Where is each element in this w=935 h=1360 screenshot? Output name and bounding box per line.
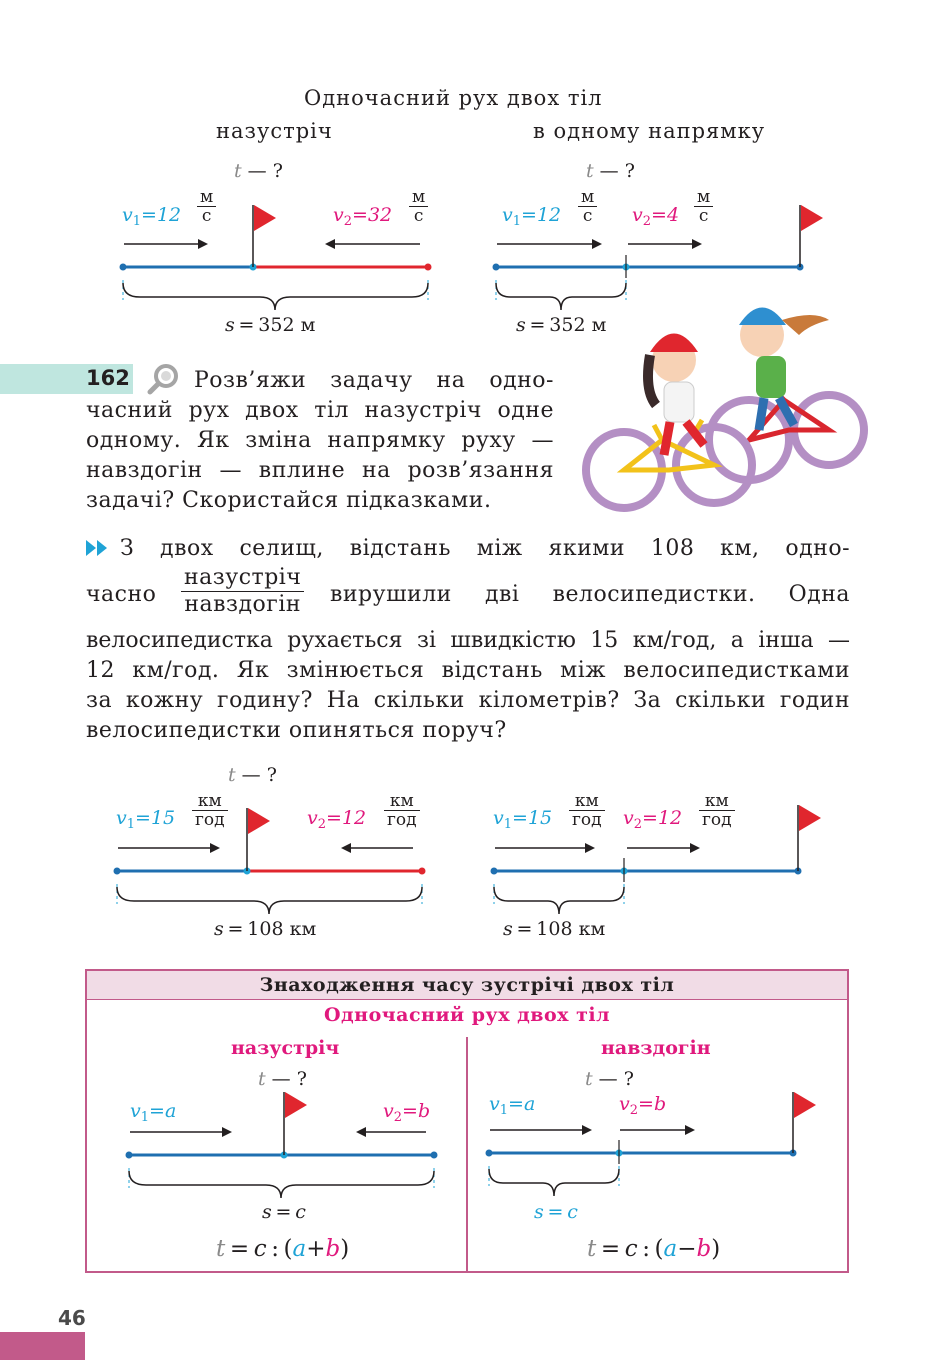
time-question: t — ? — [586, 160, 635, 182]
problem-line-start: часно — [86, 582, 157, 607]
formula-towards: t = c : (a+b) — [216, 1236, 350, 1262]
distance-label: s = 108 км — [214, 918, 317, 940]
speed-v1-label: $v_1=15$ — [116, 807, 176, 832]
problem-line: за кожну годину? На скільки кілометрів? За скільки годин — [86, 688, 850, 713]
towards-label: назустріч — [216, 119, 333, 143]
problem-line-end: вирушили дві велосипедистки. Одна — [330, 582, 850, 607]
problem-line: велосипедистка рухається зі швидкістю 15 км/год, а інша — — [86, 628, 850, 653]
task-line: задачі? Скористайся підказками. — [86, 488, 492, 513]
task-number: 162 — [86, 366, 130, 390]
problem-line: З двох селищ, відстань між якими 108 км, одно- — [120, 536, 850, 561]
distance-label: s = c — [262, 1201, 306, 1223]
unit-fraction: км год — [569, 792, 605, 829]
speed-v2-label: $v_2=12$ — [307, 807, 367, 832]
rule-box-header: Знаходження часу зустрічі двох тіл — [87, 971, 847, 1000]
speed-v2-label: $v_2=b$ — [619, 1093, 667, 1118]
task-line: часний рух двох тіл назустріч одне — [86, 398, 554, 423]
distance-label: s = c — [534, 1201, 578, 1223]
same-direction-label: в одному напрямку — [533, 119, 766, 143]
formula-catch-up: t = c : (a−b) — [587, 1236, 721, 1262]
unit-fraction: км год — [384, 792, 420, 829]
unit-fraction: м с — [409, 188, 428, 225]
page-number: 46 — [58, 1306, 86, 1330]
distance-label: s = 352 м — [225, 314, 316, 336]
towards-title: назустріч — [231, 1037, 340, 1059]
unit-fraction: км год — [192, 792, 228, 829]
unit-fraction: м с — [694, 188, 713, 225]
problem-line: велосипедистки опиняться поруч? — [86, 718, 507, 743]
distance-label: s = 108 км — [503, 918, 606, 940]
catch-up-title: навздогін — [601, 1037, 711, 1059]
task-line: одному. Як зміна напрямку руху — — [86, 428, 554, 453]
task-line: навздогін — вплине на розв’язання — [86, 458, 554, 483]
time-question: t — ? — [258, 1068, 307, 1090]
speed-v1-label: $v_1=15$ — [493, 807, 553, 832]
speed-v2-label: $v_2=12$ — [623, 807, 683, 832]
time-question: t — ? — [234, 160, 283, 182]
task-line: Розв’яжи задачу на одно- — [194, 368, 554, 393]
speed-v1-label: $v_1=12$ — [502, 204, 562, 229]
speed-v1-label: $v_1=12$ — [122, 204, 182, 229]
speed-v2-label: $v_2=b$ — [383, 1100, 431, 1125]
problem-line: 12 км/год. Як змінюється відстань між велосипедистками — [86, 658, 850, 683]
section-title: Одночасний рух двох тіл — [304, 86, 603, 110]
unit-fraction: м с — [578, 188, 597, 225]
speed-v1-label: $v_1=a$ — [130, 1100, 177, 1125]
speed-v1-label: $v_1=a$ — [489, 1093, 536, 1118]
distance-label: s = 352 м — [516, 314, 607, 336]
time-question: t — ? — [228, 764, 277, 786]
unit-fraction: м с — [197, 188, 216, 225]
page-tab — [0, 1332, 85, 1360]
unit-fraction: км год — [699, 792, 735, 829]
time-question: t — ? — [585, 1068, 634, 1090]
speed-v2-label: $v_2=4$ — [632, 204, 680, 229]
fraction-top: назустріч — [181, 565, 304, 592]
fraction-bottom: навздогін — [184, 592, 302, 617]
rule-box-subheader: Одночасний рух двох тіл — [323, 1004, 611, 1026]
speed-v2-label: $v_2=32$ — [333, 204, 393, 229]
